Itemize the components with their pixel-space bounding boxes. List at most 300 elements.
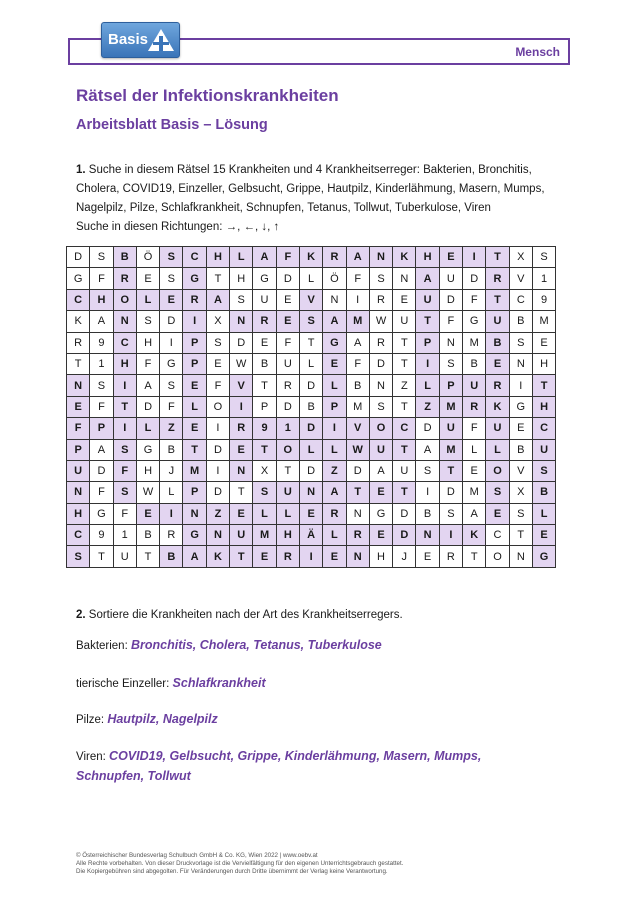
answer-label: tierische Einzeller: xyxy=(76,678,170,690)
grid-cell: O xyxy=(486,546,509,567)
grid-cell: Ö xyxy=(323,268,346,289)
grid-cell: F xyxy=(346,268,369,289)
grid-cell: P xyxy=(67,439,90,460)
grid-cell: Z xyxy=(160,418,183,439)
grid-cell: C xyxy=(67,289,90,310)
grid-cell: R xyxy=(113,268,136,289)
grid-cell: C xyxy=(393,418,416,439)
grid-cell: E xyxy=(276,311,299,332)
grid-cell: R xyxy=(276,546,299,567)
grid-cell: Z xyxy=(323,460,346,481)
grid-cell: N xyxy=(230,460,253,481)
grid-cell: N xyxy=(206,525,229,546)
grid-cell: C xyxy=(183,247,206,268)
page-subtitle: Arbeitsblatt Basis – Lösung xyxy=(76,117,268,133)
grid-cell: T xyxy=(183,439,206,460)
grid-cell: C xyxy=(486,525,509,546)
grid-cell: I xyxy=(183,311,206,332)
grid-cell: H xyxy=(113,353,136,374)
grid-cell: B xyxy=(416,503,439,524)
grid-cell: K xyxy=(486,396,509,417)
answer-bacteria xyxy=(76,636,546,656)
grid-cell: B xyxy=(160,546,183,567)
grid-row xyxy=(67,439,556,460)
grid-cell: P xyxy=(323,396,346,417)
grid-cell: P xyxy=(416,332,439,353)
logo-text: Basis xyxy=(108,31,149,48)
grid-cell: D xyxy=(136,396,159,417)
grid-cell: Z xyxy=(416,396,439,417)
grid-cell: E xyxy=(276,289,299,310)
grid-cell: E xyxy=(393,289,416,310)
grid-cell: A xyxy=(346,332,369,353)
grid-cell: W xyxy=(346,439,369,460)
grid-cell: D xyxy=(206,482,229,503)
answer-label: Pilze: xyxy=(76,714,105,726)
grid-cell: E xyxy=(323,353,346,374)
grid-cell: S xyxy=(160,247,183,268)
grid-cell: E xyxy=(136,503,159,524)
grid-cell: A xyxy=(90,439,113,460)
grid-cell: E xyxy=(416,546,439,567)
grid-cell: I xyxy=(206,418,229,439)
grid-cell: 1 xyxy=(276,418,299,439)
grid-cell: 1 xyxy=(113,525,136,546)
grid-cell: E xyxy=(439,247,462,268)
grid-cell: K xyxy=(299,247,322,268)
grid-cell: E xyxy=(532,525,555,546)
grid-cell: W xyxy=(230,353,253,374)
answer-label: Viren: xyxy=(76,751,106,763)
grid-row xyxy=(67,353,556,374)
grid-cell: S xyxy=(160,375,183,396)
grid-cell: L xyxy=(299,353,322,374)
grid-cell: 9 xyxy=(90,332,113,353)
grid-cell: E xyxy=(230,439,253,460)
grid-cell: N xyxy=(299,482,322,503)
grid-cell: R xyxy=(183,289,206,310)
grid-cell: E xyxy=(532,332,555,353)
grid-cell: D xyxy=(416,418,439,439)
grid-cell: W xyxy=(369,311,392,332)
grid-row xyxy=(67,375,556,396)
grid-cell: T xyxy=(253,375,276,396)
grid-cell: H xyxy=(67,503,90,524)
grid-cell: N xyxy=(230,311,253,332)
grid-cell: H xyxy=(136,332,159,353)
answer-value: Bronchitis, Cholera, Tetanus, Tuberkulose xyxy=(130,638,382,652)
grid-cell: I xyxy=(299,546,322,567)
grid-cell: E xyxy=(183,375,206,396)
grid-cell: U xyxy=(486,311,509,332)
grid-cell: D xyxy=(299,418,322,439)
grid-cell: I xyxy=(113,418,136,439)
grid-cell: M xyxy=(253,525,276,546)
grid-cell: L xyxy=(136,289,159,310)
grid-cell: H xyxy=(230,268,253,289)
grid-cell: B xyxy=(509,439,532,460)
grid-cell: D xyxy=(463,268,486,289)
grid-cell: G xyxy=(183,268,206,289)
grid-cell: R xyxy=(486,268,509,289)
grid-cell: O xyxy=(113,289,136,310)
grid-cell: D xyxy=(299,375,322,396)
grid-cell: U xyxy=(113,546,136,567)
grid-cell: U xyxy=(439,418,462,439)
grid-cell: G xyxy=(253,268,276,289)
grid-cell: S xyxy=(253,482,276,503)
grid-cell: E xyxy=(323,546,346,567)
grid-cell: M xyxy=(183,460,206,481)
grid-cell: T xyxy=(393,332,416,353)
grid-cell: S xyxy=(439,353,462,374)
grid-cell: H xyxy=(276,525,299,546)
task-1-number: 1. xyxy=(76,164,86,176)
grid-cell: E xyxy=(230,503,253,524)
grid-cell: R xyxy=(323,247,346,268)
grid-cell: Ö xyxy=(136,247,159,268)
grid-cell: G xyxy=(532,546,555,567)
footer-line: Die Kopiergebühren sind abgegolten. Für Veränderungen durch Dritte übernimmt der Verlag keine Verantwortung. xyxy=(76,868,388,875)
grid-cell: L xyxy=(160,482,183,503)
grid-cell: D xyxy=(206,439,229,460)
grid-cell: R xyxy=(486,375,509,396)
grid-cell: A xyxy=(206,289,229,310)
grid-cell: F xyxy=(276,247,299,268)
grid-cell: U xyxy=(463,375,486,396)
grid-cell: T xyxy=(299,332,322,353)
answer-label: Bakterien: xyxy=(76,640,128,652)
grid-cell: N xyxy=(393,268,416,289)
grid-cell: B xyxy=(509,311,532,332)
grid-cell: X xyxy=(253,460,276,481)
grid-cell: U xyxy=(439,268,462,289)
grid-cell: L xyxy=(416,375,439,396)
grid-cell: I xyxy=(346,289,369,310)
grid-cell: D xyxy=(346,460,369,481)
grid-cell: M xyxy=(463,332,486,353)
answer-fungi xyxy=(76,710,546,730)
grid-cell: T xyxy=(393,396,416,417)
grid-cell: S xyxy=(299,311,322,332)
grid-cell: A xyxy=(323,311,346,332)
footer xyxy=(76,852,403,876)
grid-cell: G xyxy=(509,396,532,417)
grid-cell: R xyxy=(369,289,392,310)
grid-cell: W xyxy=(136,482,159,503)
grid-cell: K xyxy=(463,525,486,546)
grid-cell: N xyxy=(369,375,392,396)
grid-cell: F xyxy=(67,418,90,439)
grid-cell: X xyxy=(509,482,532,503)
grid-cell: T xyxy=(230,482,253,503)
grid-cell: H xyxy=(532,396,555,417)
grid-cell: N xyxy=(346,503,369,524)
triangle-logo-icon xyxy=(147,27,175,53)
section-label: Mensch xyxy=(515,45,560,59)
grid-cell: S xyxy=(416,460,439,481)
grid-cell: D xyxy=(160,311,183,332)
grid-row xyxy=(67,546,556,567)
grid-cell: D xyxy=(67,247,90,268)
grid-cell: S xyxy=(532,247,555,268)
grid-cell: A xyxy=(369,460,392,481)
grid-cell: N xyxy=(183,503,206,524)
grid-cell: N xyxy=(439,332,462,353)
grid-cell: U xyxy=(230,525,253,546)
page-title: Rätsel der Infektionskrankheiten xyxy=(76,86,339,105)
grid-cell: I xyxy=(323,418,346,439)
grid-cell: E xyxy=(206,353,229,374)
grid-cell: T xyxy=(67,353,90,374)
task-2-text: Sortiere die Krankheiten nach der Art des Krankheitserregers. xyxy=(85,609,403,621)
grid-cell: U xyxy=(369,439,392,460)
grid-cell: N xyxy=(323,289,346,310)
grid-cell: M xyxy=(439,439,462,460)
grid-cell: U xyxy=(486,418,509,439)
answer-viruses xyxy=(76,747,546,787)
grid-cell: F xyxy=(206,375,229,396)
grid-cell: L xyxy=(183,396,206,417)
grid-cell: E xyxy=(509,418,532,439)
grid-cell: R xyxy=(253,311,276,332)
grid-cell: E xyxy=(253,332,276,353)
grid-cell: 9 xyxy=(532,289,555,310)
grid-cell: G xyxy=(369,503,392,524)
grid-cell: I xyxy=(439,525,462,546)
grid-cell: C xyxy=(509,289,532,310)
grid-row xyxy=(67,247,556,268)
grid-cell: O xyxy=(486,460,509,481)
grid-cell: H xyxy=(532,353,555,374)
grid-cell: M xyxy=(346,396,369,417)
grid-cell: S xyxy=(90,375,113,396)
grid-cell: P xyxy=(439,375,462,396)
grid-cell: L xyxy=(299,439,322,460)
grid-cell: U xyxy=(416,289,439,310)
grid-cell: U xyxy=(67,460,90,481)
grid-cell: R xyxy=(230,418,253,439)
grid-cell: B xyxy=(299,396,322,417)
task-2-number: 2. xyxy=(76,609,86,621)
grid-cell: A xyxy=(416,439,439,460)
grid-cell: D xyxy=(299,460,322,481)
grid-row xyxy=(67,460,556,481)
grid-cell: M xyxy=(463,482,486,503)
grid-cell: C xyxy=(67,525,90,546)
grid-cell: L xyxy=(299,268,322,289)
grid-cell: I xyxy=(113,375,136,396)
grid-cell: S xyxy=(532,460,555,481)
grid-cell: L xyxy=(276,503,299,524)
grid-cell: E xyxy=(486,503,509,524)
grid-cell: T xyxy=(439,460,462,481)
grid-cell: E xyxy=(136,268,159,289)
grid-cell: S xyxy=(67,546,90,567)
grid-cell: K xyxy=(67,311,90,332)
grid-cell: I xyxy=(416,482,439,503)
grid-cell: U xyxy=(532,439,555,460)
grid-cell: F xyxy=(463,418,486,439)
grid-cell: I xyxy=(206,460,229,481)
grid-cell: G xyxy=(160,353,183,374)
grid-cell: T xyxy=(276,460,299,481)
grid-cell: D xyxy=(276,396,299,417)
grid-cell: T xyxy=(393,353,416,374)
grid-cell: K xyxy=(393,247,416,268)
grid-cell: O xyxy=(206,396,229,417)
grid-cell: G xyxy=(136,439,159,460)
grid-cell: A xyxy=(323,482,346,503)
grid-cell: S xyxy=(90,247,113,268)
grid-cell: 9 xyxy=(90,525,113,546)
grid-cell: A xyxy=(183,546,206,567)
grid-cell: B xyxy=(113,247,136,268)
grid-cell: B xyxy=(463,353,486,374)
grid-cell: S xyxy=(369,268,392,289)
grid-cell: R xyxy=(369,332,392,353)
grid-cell: K xyxy=(206,546,229,567)
grid-cell: V xyxy=(230,375,253,396)
grid-cell: L xyxy=(463,439,486,460)
grid-cell: D xyxy=(369,353,392,374)
grid-cell: U xyxy=(393,460,416,481)
grid-cell: A xyxy=(346,247,369,268)
grid-cell: T xyxy=(393,482,416,503)
grid-cell: M xyxy=(346,311,369,332)
grid-cell: G xyxy=(183,525,206,546)
grid-cell: R xyxy=(439,546,462,567)
grid-cell: F xyxy=(276,332,299,353)
grid-cell: B xyxy=(136,525,159,546)
grid-cell: S xyxy=(136,311,159,332)
grid-cell: A xyxy=(463,503,486,524)
grid-cell: E xyxy=(67,396,90,417)
grid-cell: E xyxy=(183,418,206,439)
grid-cell: U xyxy=(276,482,299,503)
grid-cell: L xyxy=(323,439,346,460)
answer-protozoa xyxy=(76,674,546,694)
grid-cell: G xyxy=(90,503,113,524)
grid-cell: N xyxy=(416,525,439,546)
grid-cell: M xyxy=(532,311,555,332)
grid-cell: L xyxy=(253,503,276,524)
grid-cell: N xyxy=(509,353,532,374)
grid-cell: U xyxy=(393,311,416,332)
grid-row xyxy=(67,268,556,289)
grid-cell: F xyxy=(439,311,462,332)
grid-cell: F xyxy=(136,353,159,374)
footer-line: Alle Rechte vorbehalten. Von dieser Druckvorlage ist die Vervielfältigung für den eigenen Unterrichtsgebrauch gestattet. xyxy=(76,860,404,867)
grid-cell: N xyxy=(346,546,369,567)
basis-logo xyxy=(101,22,180,58)
grid-cell: T xyxy=(509,525,532,546)
grid-cell: T xyxy=(136,546,159,567)
task-1-directions: Suche in diesen Richtungen: →, ←, ↓, ↑ xyxy=(76,221,280,233)
grid-cell: I xyxy=(160,503,183,524)
answer-value: Hautpilz, Nagelpilz xyxy=(107,712,218,726)
grid-cell: V xyxy=(299,289,322,310)
grid-cell: C xyxy=(532,418,555,439)
grid-cell: R xyxy=(67,332,90,353)
grid-cell: S xyxy=(230,289,253,310)
grid-cell: F xyxy=(90,482,113,503)
grid-cell: B xyxy=(532,482,555,503)
grid-cell: V xyxy=(509,460,532,481)
grid-cell: N xyxy=(509,546,532,567)
grid-cell: S xyxy=(206,332,229,353)
grid-cell: F xyxy=(113,460,136,481)
grid-cell: L xyxy=(323,375,346,396)
grid-cell: R xyxy=(463,396,486,417)
grid-cell: H xyxy=(369,546,392,567)
answer-value: Schlafkrankheit xyxy=(172,676,266,690)
grid-cell: 1 xyxy=(532,268,555,289)
grid-cell: R xyxy=(323,503,346,524)
grid-cell: T xyxy=(486,247,509,268)
grid-cell: I xyxy=(463,247,486,268)
grid-cell: S xyxy=(369,396,392,417)
grid-cell: J xyxy=(160,460,183,481)
grid-cell: L xyxy=(323,525,346,546)
grid-row xyxy=(67,396,556,417)
grid-row xyxy=(67,332,556,353)
word-search-grid xyxy=(66,246,556,568)
grid-cell: J xyxy=(393,546,416,567)
grid-cell: F xyxy=(346,353,369,374)
grid-cell: S xyxy=(439,503,462,524)
grid-cell: H xyxy=(206,247,229,268)
grid-cell: N xyxy=(67,375,90,396)
grid-cell: L xyxy=(136,418,159,439)
grid-cell: Z xyxy=(393,375,416,396)
grid-cell: S xyxy=(160,268,183,289)
grid-cell: 1 xyxy=(90,353,113,374)
grid-cell: T xyxy=(393,439,416,460)
grid-cell: T xyxy=(486,289,509,310)
grid-cell: G xyxy=(323,332,346,353)
grid-cell: I xyxy=(230,396,253,417)
grid-cell: T xyxy=(206,268,229,289)
grid-cell: P xyxy=(183,482,206,503)
grid-cell: Ä xyxy=(299,525,322,546)
grid-cell: T xyxy=(463,546,486,567)
grid-cell: I xyxy=(160,332,183,353)
grid-cell: F xyxy=(463,289,486,310)
grid-cell: E xyxy=(299,503,322,524)
grid-cell: E xyxy=(369,525,392,546)
grid-cell: Z xyxy=(206,503,229,524)
grid-cell: S xyxy=(113,482,136,503)
grid-cell: D xyxy=(439,289,462,310)
grid-row xyxy=(67,482,556,503)
grid-cell: T xyxy=(90,546,113,567)
grid-cell: P xyxy=(183,353,206,374)
grid-cell: T xyxy=(230,546,253,567)
grid-cell: N xyxy=(369,247,392,268)
grid-cell: F xyxy=(160,396,183,417)
grid-cell: R xyxy=(346,525,369,546)
grid-cell: R xyxy=(160,525,183,546)
grid-cell: S xyxy=(486,482,509,503)
grid-cell: L xyxy=(532,503,555,524)
task-1-text: Suche in diesem Rätsel 15 Krankheiten und 4 Krankheitserreger: Bakterien, Bronchitis, Cholera, COVID19, Einzeller, Gelbsucht, Grippe, Hautpilz, Kinderlähmung, Masern, Mumps, Nagelpilz, Pilze, Schlafkrankheit, Schnupfen, Tetanus, Tollwut, Tuberkulose, Viren xyxy=(76,164,545,214)
grid-cell: H xyxy=(136,460,159,481)
grid-cell: T xyxy=(532,375,555,396)
grid-cell: S xyxy=(509,332,532,353)
grid-cell: T xyxy=(346,482,369,503)
grid-cell: A xyxy=(90,311,113,332)
